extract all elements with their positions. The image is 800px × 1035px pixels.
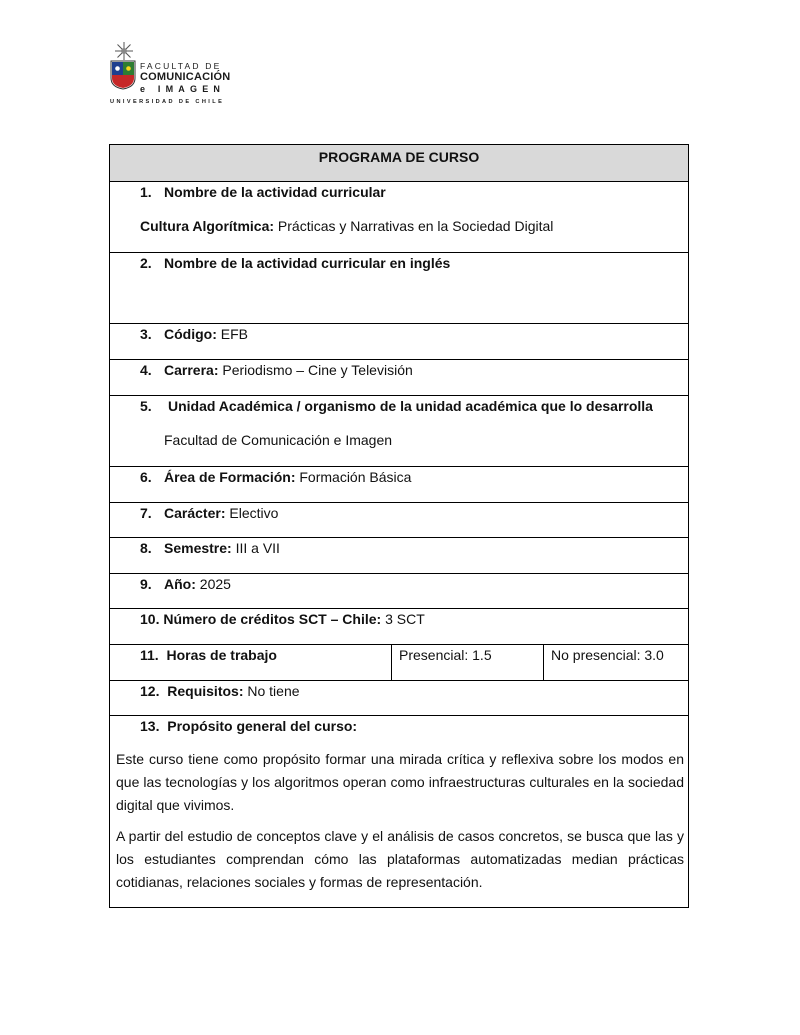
section-value: 2025 [195,576,231,592]
section-number: 10. [140,611,160,627]
section-label: Carrera: [164,362,219,378]
cell-divider [391,645,392,680]
section-value: EFB [216,326,248,342]
section-value: No tiene [243,683,300,699]
section-2-row [110,252,688,323]
section-1-row [110,181,688,252]
course-program-table [109,144,689,908]
section-number: 8. [140,540,152,556]
section-11-row [110,644,688,680]
table-header-row [110,145,688,181]
logo-line-university: UNIVERSIDAD DE CHILE [110,99,225,105]
section-label: Propósito general del curso: [167,718,358,734]
section-number: 1. [140,184,152,200]
section-12-row [110,680,688,715]
university-shield-icon [110,60,136,90]
section-value: Periodismo – Cine y Televisión [218,362,413,378]
section-4-row [110,359,688,395]
section-value: Electivo [225,505,279,521]
section-number: 4. [140,362,152,378]
section-label: Año: [164,576,196,592]
course-name-rest: Prácticas y Narrativas en la Sociedad Digital [274,218,554,234]
section-number: 5. [140,398,152,414]
section-number: 7. [140,505,152,521]
logo-line-imagen: e IMAGEN [140,84,226,94]
section-3-row [110,323,688,359]
section-label: Horas de trabajo [166,647,277,663]
section-label: Unidad Académica / organismo de la unidad académica que lo desarrolla [168,398,653,414]
purpose-paragraph-2: A partir del estudio de conceptos clave y el análisis de casos concretos, se busca que las y los estudiantes comprendan cómo las plataformas automatizadas median prácticas cotidianas, relaciones sociales y formas de representación. [116,828,684,890]
section-label: Carácter: [164,505,226,521]
section-number: 12. [140,683,160,699]
section-number: 3. [140,326,152,342]
section-label: Nombre de la actividad curricular [164,184,386,200]
section-label: Semestre: [164,540,232,556]
section-13-row [110,715,688,907]
no-presencial-hours: No presencial: 3.0 [551,647,664,663]
section-label: Área de Formación: [164,469,296,485]
section-value: Formación Básica [295,469,412,485]
section-7-row [110,502,688,537]
section-number: 6. [140,469,152,485]
section-8-row [110,537,688,573]
cell-divider [543,645,544,680]
section-5-row [110,395,688,466]
section-label: Requisitos: [167,683,244,699]
section-number: 9. [140,576,152,592]
section-6-row [110,466,688,502]
section-10-row [110,608,688,644]
section-9-row [110,573,688,608]
section-number: 13. [140,718,160,734]
faculty-logo [110,44,240,108]
section-label: Nombre de la actividad curricular en inglés [164,255,451,271]
table-title: PROGRAMA DE CURSO [318,149,480,165]
section-value: III a VII [231,540,280,556]
section-value: 3 SCT [381,611,425,627]
logo-line-faculty: FACULTAD DE [140,61,222,71]
logo-line-comunicacion: COMUNICACIÓN [140,71,231,83]
section-label: Código: [164,326,217,342]
section-value: Facultad de Comunicación e Imagen [164,432,393,448]
section-number: 11. [140,647,159,663]
purpose-paragraph-1: Este curso tiene como propósito formar una mirada crítica y reflexiva sobre los modos en que las tecnologías y los algoritmos operan como infraestructuras culturales en la sociedad digital que vivimos. [116,751,684,813]
section-label: Número de créditos SCT – Chile: [163,611,382,627]
section-number: 2. [140,255,152,271]
presencial-hours: Presencial: 1.5 [399,647,492,663]
course-name-bold: Cultura Algorítmica: [140,218,275,234]
star-emblem-icon [115,42,133,60]
